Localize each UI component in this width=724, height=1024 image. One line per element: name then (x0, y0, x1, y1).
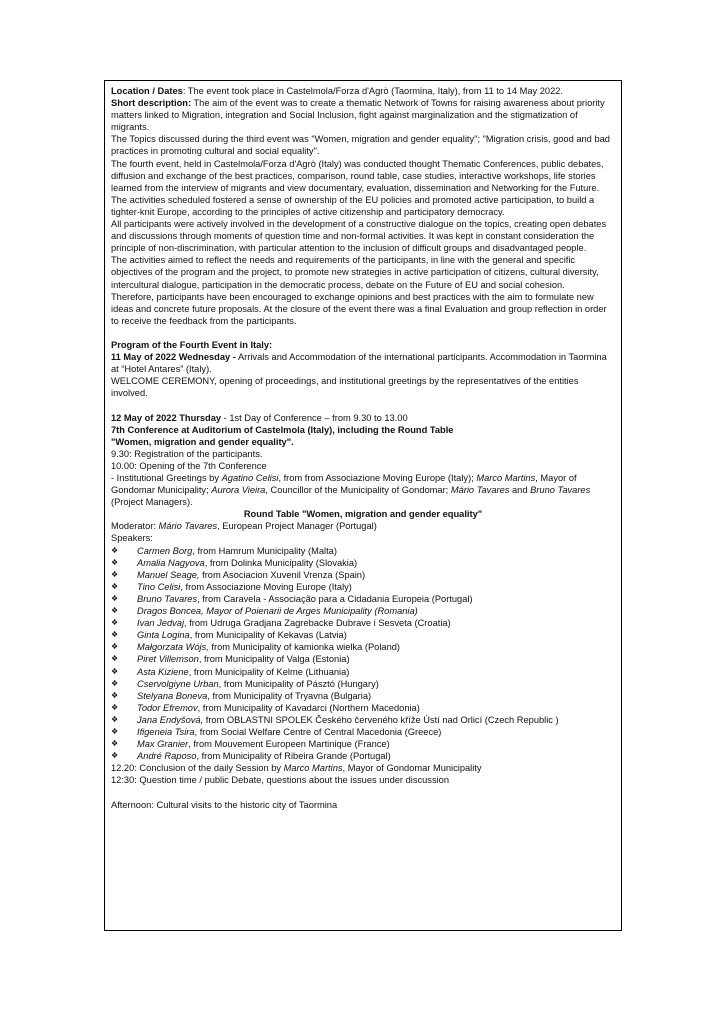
conference-subtitle (111, 436, 615, 448)
speaker-affiliation: , from Social Welfare Centre of Central Macedonia (Greece) (194, 726, 442, 737)
speaker-item (111, 750, 615, 762)
speaker-affiliation: , from Municipality of Kelme (Lithuania) (188, 666, 350, 677)
speaker-name: Bruno Tavares (137, 593, 198, 604)
greet-text: and (509, 485, 531, 496)
speaker-item (111, 545, 615, 557)
speaker-text (137, 653, 350, 665)
conclusion-text: 12.20: Conclusion of the daily Session by (111, 763, 284, 774)
speaker-item (111, 678, 615, 690)
diamond-bullet-icon: ❖ (111, 642, 119, 652)
day1-text: Arrivals and Accommodation of the international participants. Accommodation in Taormina at “Hotel Antares” (Italy). (111, 352, 607, 375)
greet-text: - Institutional Greetings by (111, 473, 222, 483)
speaker-item (111, 617, 615, 629)
speaker-affiliation: , from Municipality of Tryavna (Bulgaria) (207, 690, 372, 701)
location-label: Location / Dates (111, 86, 183, 96)
speaker-text (137, 569, 365, 581)
conclusion-text: , Mayor of Gondomar Municipality (342, 763, 482, 774)
diamond-bullet-icon: ❖ (111, 751, 119, 761)
greetings-paragraph (111, 472, 615, 508)
moderator-name: Mário Tavares (158, 521, 218, 532)
diamond-bullet-icon: ❖ (111, 714, 119, 724)
speaker-affiliation: , from Caravela - Associação para a Cidadania Europeia (Portugal) (197, 593, 473, 604)
round-table-title: Round Table "Women, migration and gender equality" (243, 509, 483, 520)
speaker-affiliation: from Asociacion Xuvenil Vrenza (Spain) (199, 569, 366, 580)
speaker-item (111, 569, 615, 581)
short-description-paragraph (111, 97, 615, 133)
speaker-text (137, 702, 420, 714)
day2-label: 12 May of 2022 Thursday (111, 412, 222, 423)
speaker-item (111, 605, 615, 617)
speaker-text (137, 726, 441, 738)
speaker-text (137, 714, 559, 726)
speaker-text (137, 641, 400, 653)
speaker-item (111, 593, 615, 605)
body-paragraph: The activities aimed to reflect the needs and requirements of the participants, in line with the general and specific objectives of the program and the project, to promote new strategies in active participation of citizens, cultural diversity, intercultural dialogue, participation in the democratic process, debate on the Future of EU and social cohesion. (111, 255, 599, 290)
speaker-item (111, 690, 615, 702)
speaker-affiliation: , from Municipality of Ribeira Grande (Portugal) (196, 751, 391, 762)
diamond-bullet-icon: ❖ (111, 618, 119, 628)
speaker-affiliation: , from Udruga Gradjana Zagrebacke Dubrave i Sesveta (Croatia) (184, 618, 451, 629)
speaker-text (137, 690, 371, 702)
speaker-name: Małgorzata Wójs, (137, 642, 209, 653)
program-heading-text: Program of the Fourth Event in Italy: (111, 339, 273, 350)
body-paragraph: All participants were actively involved in the development of a constructive dialogue on the topics, creating open debates and discussions through moments of question time and non-formal activities. It was kept in constant consideration the principle of non-discrimination, with particular attention to the inclusion of difficult groups and disadvantaged people. (111, 219, 607, 254)
speaker-affiliation: from Municipality of kamionka wielka (Poland) (208, 642, 401, 653)
greet-text: , Councillor of the Municipality of Gondomar; (265, 485, 451, 496)
speaker-item (111, 629, 615, 641)
location-paragraph (111, 85, 615, 97)
diamond-bullet-icon: ❖ (111, 569, 119, 579)
body-paragraph: The Topics discussed during the third event was "Women, migration and gender equality"; "Migration crisis, good and bad practices in promoting cultural and social equality". (111, 134, 610, 157)
speaker-affiliation: , from Municipality of Kekavas (Latvia) (189, 630, 347, 641)
diamond-bullet-icon: ❖ (111, 666, 119, 676)
greet-name: Aurora Vieira (211, 485, 266, 496)
moderator-label: Moderator: (111, 521, 159, 532)
speaker-item (111, 653, 615, 665)
day1-label: 11 May of 2022 Wednesday - (111, 352, 236, 363)
body-paragraph: The activities scheduled fostered a sense of ownership of the EU policies and promoted active participation, to build a tighter-knit Europe, according to the principles of active citizenship and participatory democracy. (111, 194, 595, 217)
speaker-item (111, 581, 615, 593)
afternoon-line: Afternoon: Cultural visits to the historic city of Taormina (111, 799, 338, 810)
greet-name: Mário Tavares (450, 485, 510, 496)
speaker-name: Jana Endyšová, (137, 714, 204, 725)
speaker-text (137, 545, 337, 557)
conference-title-text: 7th Conference at Auditorium of Castelmola (Italy), including the Round Table (111, 424, 454, 435)
greet-name: Bruno Tavares (530, 485, 591, 496)
location-text: : The event took place in Castelmola/Forza d'Agrò (Taormina, Italy), from 11 to 14 May 2022. (182, 86, 564, 96)
speaker-text (137, 666, 349, 678)
diamond-bullet-icon: ❖ (111, 557, 119, 567)
speaker-name: André Raposo (137, 751, 197, 762)
speaker-item (111, 641, 615, 653)
speaker-item (111, 666, 615, 678)
spacer (111, 786, 615, 798)
spacer (111, 327, 615, 339)
moderator-text: , European Project Manager (Portugal) (217, 521, 377, 532)
diamond-bullet-icon: ❖ (111, 690, 119, 700)
speaker-affiliation: , from Municipality of Valga (Estonia) (198, 654, 350, 665)
body-paragraph: The fourth event, held in Castelmola/Forza d'Agrò (Italy) was conducted thought Thematic Conferences, public debates, diffusion and exchange of the best practices, comparison, round table, case studies, interactive workshops, life stories learned from the interview of migrants and view documentary, evaluation, dissemination and Networking for the Future. (111, 158, 604, 193)
speaker-affiliation: , from Hamrum Municipality (Malta) (192, 545, 337, 556)
speaker-text (137, 629, 347, 641)
speaker-name: Ginta Logina (137, 630, 190, 641)
speaker-list (111, 545, 615, 763)
program-heading (111, 339, 615, 351)
speaker-item (111, 557, 615, 569)
speaker-name: Carmen Borg (137, 545, 193, 556)
registration-line: 9.30: Registration of the participants. (111, 448, 263, 459)
speaker-item (111, 738, 615, 750)
document-text-box (104, 80, 622, 931)
speaker-text (137, 605, 418, 617)
speaker-text (137, 750, 391, 762)
greet-text: (Project Managers). (111, 497, 193, 508)
speaker-affiliation: from OBLASTNI SPOLEK Českého červeného kříže Ústí nad Orlicí (Czech Republic ) (203, 714, 559, 725)
speaker-name: Asta Kiziene (137, 666, 189, 677)
diamond-bullet-icon: ❖ (111, 606, 119, 616)
speaker-name: Todor Efremov (137, 702, 198, 713)
question-time-line: 12:30: Question time / public Debate, questions about the issues under discussion (111, 775, 449, 786)
diamond-bullet-icon: ❖ (111, 702, 119, 712)
moderator-line (111, 520, 615, 532)
speaker-text (137, 581, 352, 593)
diamond-bullet-icon: ❖ (111, 593, 119, 603)
speaker-affiliation: , from Mouvement Europeen Martinique (France) (188, 739, 390, 750)
speaker-text (137, 617, 451, 629)
speaker-item (111, 702, 615, 714)
diamond-bullet-icon: ❖ (111, 654, 119, 664)
greet-text: , from from Associazione Moving Europe (Italy); (278, 473, 477, 483)
body-paragraph: Therefore, participants have been encouraged to exchange opinions and best practices with the aim to formulate new ideas and concrete future proposals. At the closure of the event there was a final Evaluation and group reflection in order to receive the feedback from the participants. (111, 291, 607, 326)
diamond-bullet-icon: ❖ (111, 739, 119, 749)
speaker-name: Manuel Seage, (137, 569, 200, 580)
speaker-name: Max Granier (137, 739, 189, 750)
short-description-label: Short description: (111, 98, 192, 109)
diamond-bullet-icon: ❖ (111, 630, 119, 640)
speaker-text (137, 738, 390, 750)
speaker-name: Ifigeneia Tsira (137, 726, 195, 737)
speaker-name: Amalia Nagyova (137, 557, 205, 568)
speaker-name: Cservolgiyne Urban (137, 678, 219, 689)
speaker-name: Piret Villemson (137, 654, 199, 665)
speaker-item (111, 714, 615, 726)
speaker-text (137, 593, 473, 605)
spacer (111, 399, 615, 411)
opening-line: 10.00: Opening of the 7th Conference (111, 460, 267, 471)
diamond-bullet-icon: ❖ (111, 678, 119, 688)
day2-text: - 1st Day of Conference – from 9.30 to 13.00 (221, 412, 408, 423)
welcome-ceremony: WELCOME CEREMONY, opening of proceedings, and institutional greetings by the representatives of the entities involved. (111, 376, 579, 399)
speaker-name: Dragos Boncea, Mayor of Poienarii de Arges Municipality (Romania) (137, 606, 418, 617)
conference-subtitle-text: "Women, migration and gender equality". (111, 436, 294, 447)
speaker-name: Stelyana Boneva (137, 690, 208, 701)
short-description-text: The aim of the event was to create a thematic Network of Towns for raising awareness about priority matters linked to Migration, integration and Social Inclusion, fight against marginalization and the stigmatization of migrants. (111, 98, 605, 133)
speaker-affiliation: , from Municipality of Pásztó (Hungary) (218, 678, 379, 689)
day2-paragraph (111, 412, 615, 424)
speaker-text (137, 678, 379, 690)
speaker-affiliation: , from Associazione Moving Europe (Italy) (180, 581, 352, 592)
speaker-item (111, 726, 615, 738)
greet-name: Agatino Celisi (221, 473, 279, 483)
speaker-text (137, 557, 357, 569)
diamond-bullet-icon: ❖ (111, 581, 119, 591)
diamond-bullet-icon: ❖ (111, 726, 119, 736)
greet-text: , Mayor of Gondomar Municipality; (111, 473, 577, 496)
speakers-label: Speakers: (111, 533, 153, 544)
day1-paragraph (111, 351, 615, 375)
speaker-name: Tino Celisi (137, 581, 181, 592)
conference-title (111, 424, 615, 436)
greet-name: Marco Martins (476, 473, 536, 483)
speaker-affiliation: , from Dolinka Municipality (Slovakia) (204, 557, 358, 568)
speaker-affiliation: , from Municipality of Kavadarci (Northern Macedonia) (197, 702, 420, 713)
conclusion-line (111, 762, 615, 774)
speaker-name: Ivan Jedvaj (137, 618, 185, 629)
conclusion-name: Marco Martins (283, 763, 343, 774)
diamond-bullet-icon: ❖ (111, 545, 119, 555)
